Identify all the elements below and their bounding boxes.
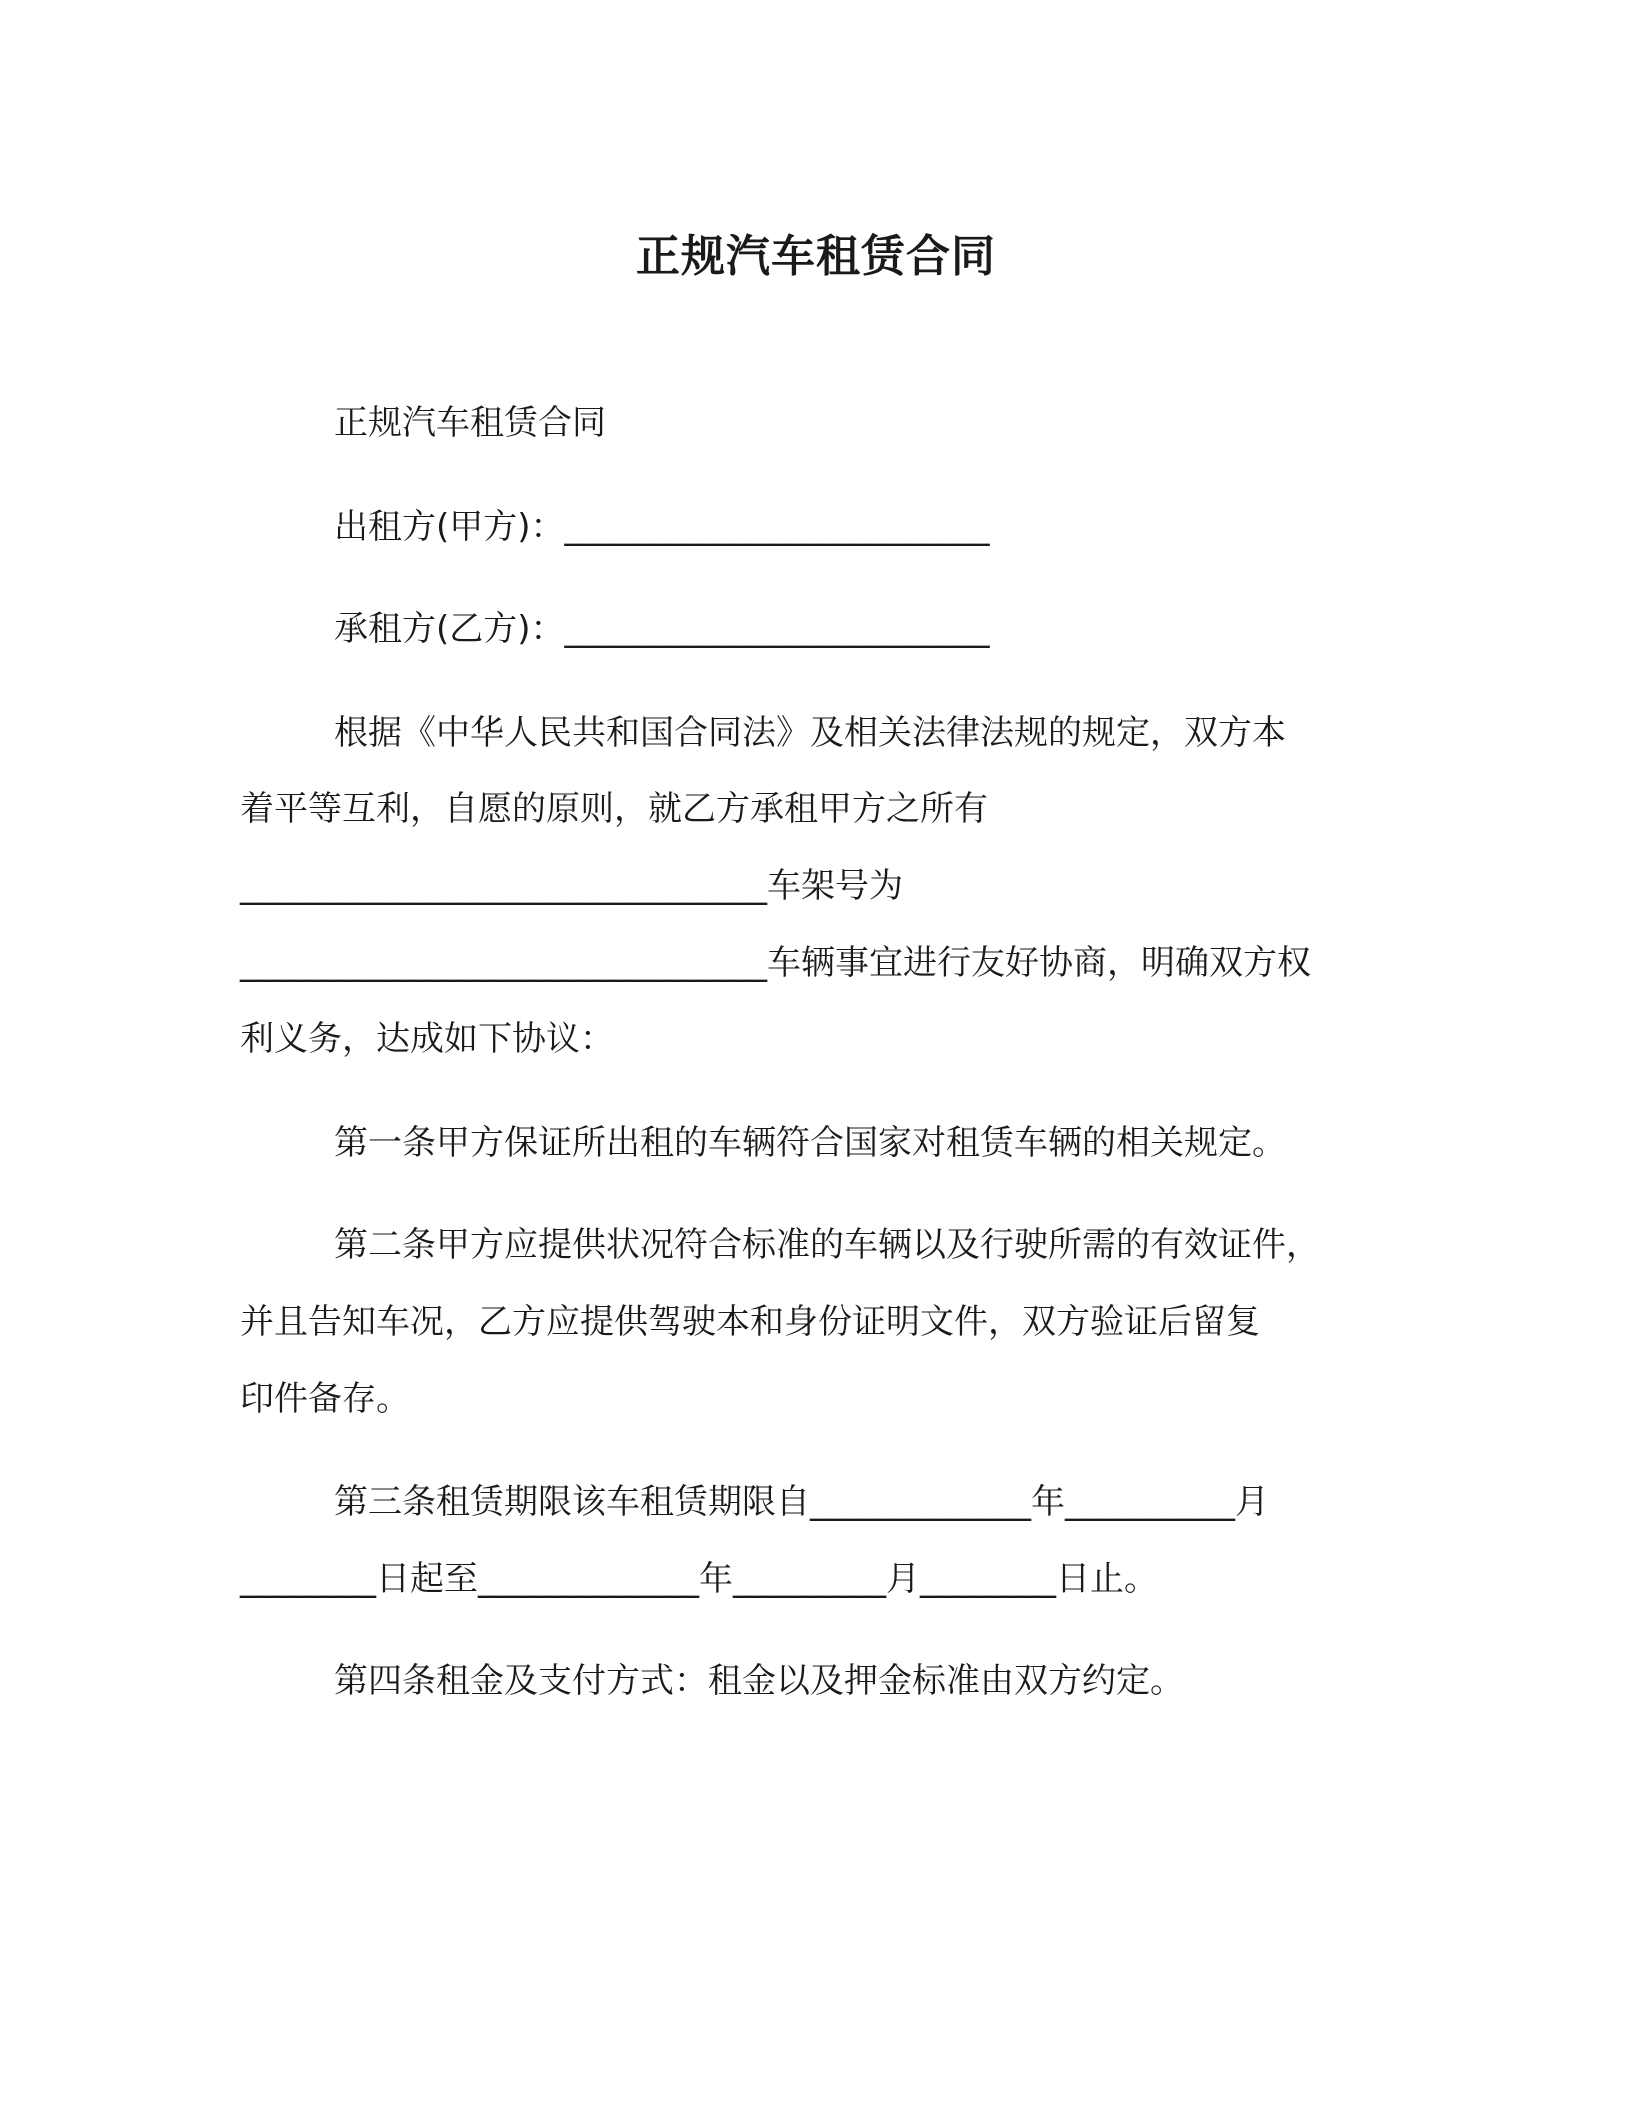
article-2-line: 第二条甲方应提供状况符合标准的车辆以及行驶所需的有效证件，	[334, 1225, 1320, 1265]
article-3-line: 第三条租赁期限该车租赁期限自_____________年__________月	[334, 1482, 1269, 1522]
preamble-line: _______________________________车辆事宜进行友好协商，明确双方权	[240, 943, 1311, 983]
article-4: 第四条租金及支付方式：租金以及押金标准由双方约定。	[334, 1661, 1184, 1701]
lessor-line: 出租方(甲方)：_________________________	[334, 507, 990, 547]
preamble-line: 利义务，达成如下协议：	[240, 1019, 614, 1059]
preamble-line: 着平等互利，自愿的原则，就乙方承租甲方之所有	[240, 789, 988, 829]
article-2-line: 印件备存。	[240, 1379, 410, 1419]
lessee-line: 承租方(乙方)：_________________________	[334, 609, 990, 649]
document-title: 正规汽车租赁合同	[636, 231, 996, 282]
article-2-line: 并且告知车况，乙方应提供驾驶本和身份证明文件，双方验证后留复	[240, 1302, 1260, 1342]
article-3-line: ________日起至_____________年_________月________日止。	[240, 1559, 1158, 1599]
article-1: 第一条甲方保证所出租的车辆符合国家对租赁车辆的相关规定。	[334, 1123, 1286, 1163]
preamble-line: 根据《中华人民共和国合同法》及相关法律法规的规定，双方本	[334, 713, 1286, 753]
subtitle: 正规汽车租赁合同	[334, 403, 606, 443]
preamble-line: _______________________________车架号为	[240, 866, 903, 906]
